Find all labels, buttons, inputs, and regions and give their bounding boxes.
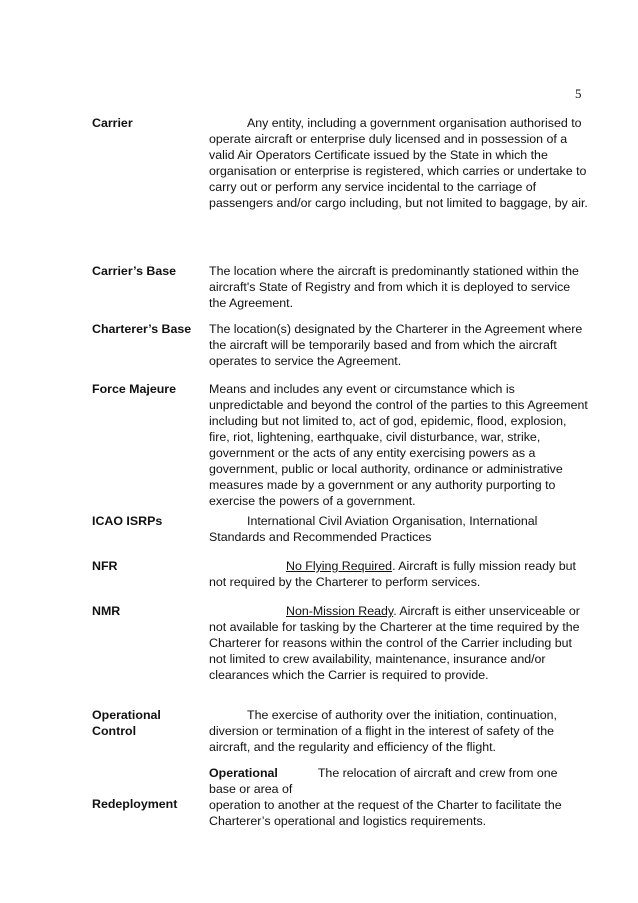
nmr-title: Non-Mission Ready <box>286 604 394 618</box>
term-charterers-base: Charterer’s Base <box>92 322 192 336</box>
definition-nfr-text: . Aircraft is fully mission ready but not required by the Charterer to perform services. <box>209 559 576 589</box>
definition-nmr-text: . Aircraft is either unserviceable or not available for tasking by the Charterer at the time required by the Charterer for reasons within the control of the Carrier including but not limited to crew availability, maintenance, insurance and/or clearances which the Carrier is required to provide. <box>209 604 580 682</box>
operational-heading: Operational <box>209 766 278 780</box>
term-operational-redeployment: Redeployment <box>92 797 178 811</box>
term-carrier: Carrier <box>92 116 133 130</box>
definition-redeployment-start: The relocation of aircraft and crew from one base or area of <box>209 766 558 796</box>
definition-operational-control-text: The exercise of authority over the initiation, continuation, diversion or termination of a flight in the interest of safety of the aircraft, and the regularity and efficiency of the flight. <box>209 708 557 754</box>
nfr-title: No Flying Required <box>286 559 393 573</box>
definition-operational-redeployment <box>209 765 589 829</box>
term-icao-isrps: ICAO ISRPs <box>92 514 163 528</box>
definition-force-majeure: Means and includes any event or circumstance which is unpredictable and beyond the control of the parties to this Agreement including but not limited to, act of god, epidemic, flood, explosion, fire, riot, lightening, earthquake, civil disturbance, war, strike, government or the acts of any entity exercising powers as a government, public or local authority, ordinance or administrative measures made by a government or any authority purporting to exercise the powers of a government. <box>209 382 588 508</box>
definition-icao-text: International Civil Aviation Organisation, International Standards and Recommended Practices <box>209 514 538 544</box>
definition-nfr <box>209 558 589 590</box>
definition-redeployment-rest: operation to another at the request of the Charter to facilitate the Charterer’s operational and logistics requirements. <box>209 798 562 828</box>
definition-nmr <box>209 603 589 683</box>
definition-carrier <box>209 115 589 211</box>
term-operational-control-line2: Control <box>92 724 137 738</box>
definition-charterers-base: The location(s) designated by the Charterer in the Agreement where the aircraft will be temporarily based and from which the aircraft operates to service the Agreement. <box>209 322 583 368</box>
term-nfr: NFR <box>92 559 118 573</box>
term-nmr: NMR <box>92 604 121 618</box>
redeployment-first-line <box>209 765 581 797</box>
definition-icao-isrps <box>209 513 589 545</box>
definition-operational-control <box>209 707 589 755</box>
page-number: 5 <box>575 86 582 101</box>
term-force-majeure: Force Majeure <box>92 382 177 396</box>
term-operational-control-line1: Operational <box>92 708 161 722</box>
definition-carriers-base: The location where the aircraft is predominantly stationed within the aircraft's State of Registry and from which it is deployed to service the Agreement. <box>209 264 579 310</box>
term-carriers-base: Carrier’s Base <box>92 264 177 278</box>
definition-carrier-text: Any entity, including a government organisation authorised to operate aircraft or enterprise duly licensed and in possession of a valid Air Operators Certificate issued by the State in which the organisation or enterprise is registered, which carries or undertake to carry out or perform any service incidental to the carriage of passengers and/or cargo including, but not limited to baggage, by air. <box>209 116 588 210</box>
term-operational-control <box>92 707 204 739</box>
